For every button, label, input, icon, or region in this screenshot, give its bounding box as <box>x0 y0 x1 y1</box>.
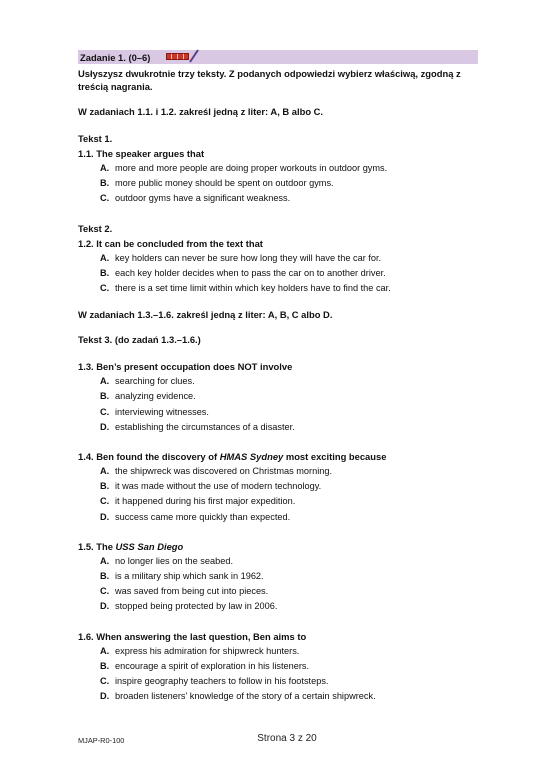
option-text: searching for clues. <box>115 376 195 387</box>
instruction-1: W zadaniach 1.1. i 1.2. zakreśl jedną z liter: A, B albo C. <box>78 106 324 117</box>
answer-option-a[interactable] <box>78 464 478 479</box>
option-letter: B. <box>100 660 110 671</box>
question-1-4 <box>78 451 478 525</box>
option-text: is a military ship which sank in 1962. <box>115 571 264 582</box>
answer-option-b[interactable] <box>78 176 478 191</box>
option-text: key holders can never be sure how long they will have the car for. <box>115 252 382 263</box>
exam-page <box>78 50 478 704</box>
option-letter: D. <box>100 691 110 702</box>
question-1-5 <box>78 541 478 615</box>
option-letter: A. <box>100 555 110 566</box>
option-text: analyzing evidence. <box>115 391 196 402</box>
option-letter: A. <box>100 466 110 477</box>
answer-option-a[interactable] <box>78 251 478 266</box>
option-text: it was made without the use of modern technology. <box>115 481 322 492</box>
option-text: interviewing witnesses. <box>115 406 209 417</box>
question-stem <box>78 451 478 462</box>
question-1-3 <box>78 361 478 435</box>
question-stem <box>78 541 478 552</box>
option-letter: A. <box>100 252 110 263</box>
option-letter: B. <box>100 267 110 278</box>
answer-option-b[interactable] <box>78 266 478 281</box>
task-header <box>78 50 478 64</box>
answer-option-d[interactable] <box>78 420 478 435</box>
text-1-label: Tekst 1. <box>78 133 113 144</box>
option-letter: B. <box>100 391 110 402</box>
option-text: more and more people are doing proper workouts in outdoor gyms. <box>115 163 388 173</box>
option-text: establishing the circumstances of a disaster. <box>115 421 295 432</box>
option-text: the shipwreck was discovered on Christmas morning. <box>115 466 333 477</box>
answer-option-a[interactable] <box>78 554 478 569</box>
ship-name: USS San Diego <box>115 540 184 552</box>
question-1-6 <box>78 631 478 705</box>
option-letter: D. <box>100 511 110 522</box>
answer-option-b[interactable] <box>78 659 478 674</box>
option-text: inspire geography teachers to follow in his footsteps. <box>115 676 329 687</box>
option-text: success came more quickly than expected. <box>115 511 291 522</box>
option-letter: B. <box>100 178 110 189</box>
task-title: Zadanie 1. (0–6) <box>80 51 151 63</box>
stem-text: 1.4. Ben found the discovery of <box>78 451 220 463</box>
stem-text: most exciting because <box>283 451 387 463</box>
listening-audio-icon <box>166 52 198 62</box>
question-1-2 <box>78 238 478 297</box>
question-stem: 1.6. When answering the last question, Ben aims to <box>78 630 307 642</box>
answer-option-c[interactable] <box>78 494 478 509</box>
option-text: was saved from being cut into pieces. <box>115 586 269 597</box>
exam-code: MJAP-R0-100 <box>78 736 125 745</box>
option-letter: C. <box>100 676 110 687</box>
question-1-1 <box>78 148 478 207</box>
option-letter: C. <box>100 586 110 597</box>
option-text: broaden listeners’ knowledge of the story of a certain shipwreck. <box>115 691 376 702</box>
text-3-label: Tekst 3. (do zadań 1.3.–1.6.) <box>78 334 201 346</box>
option-text: no longer lies on the seabed. <box>115 555 233 566</box>
answer-option-a[interactable] <box>78 161 478 176</box>
question-stem: 1.3. Ben’s present occupation does NOT involve <box>78 361 293 373</box>
answer-option-c[interactable] <box>78 674 478 689</box>
answer-option-b[interactable] <box>78 389 478 404</box>
option-text: encourage a spirit of exploration in his listeners. <box>115 660 310 671</box>
answer-option-a[interactable] <box>78 374 478 389</box>
option-letter: A. <box>100 376 110 387</box>
answer-option-c[interactable] <box>78 191 478 206</box>
option-text: there is a set time limit within which key holders have to find the car. <box>115 283 391 294</box>
option-letter: D. <box>100 421 110 432</box>
option-letter: C. <box>100 283 110 294</box>
stem-text: 1.5. The <box>78 540 116 552</box>
option-letter: A. <box>100 163 110 173</box>
ship-name: HMAS Sydney <box>219 451 284 463</box>
answer-option-d[interactable] <box>78 689 478 704</box>
task-intro: Usłyszysz dwukrotnie trzy teksty. Z podanych odpowiedzi wybierz właściwą, zgodną z treścią nagrania. <box>78 68 461 92</box>
option-text: more public money should be spent on outdoor gyms. <box>115 178 334 189</box>
text-2-label: Tekst 2. <box>78 222 113 234</box>
answer-option-b[interactable] <box>78 479 478 494</box>
answer-option-c[interactable] <box>78 281 478 296</box>
option-text: stopped being protected by law in 2006. <box>115 601 278 612</box>
question-stem: 1.1. The speaker argues that <box>78 148 205 159</box>
question-stem: 1.2. It can be concluded from the text that <box>78 237 263 249</box>
answer-option-b[interactable] <box>78 569 478 584</box>
option-text: each key holder decides when to pass the car on to another driver. <box>115 267 386 278</box>
option-letter: D. <box>100 601 110 612</box>
option-text: express his admiration for shipwreck hunters. <box>115 645 300 656</box>
option-letter: C. <box>100 406 110 417</box>
option-text: outdoor gyms have a significant weakness. <box>115 193 291 204</box>
instruction-2: W zadaniach 1.3.–1.6. zakreśl jedną z liter: A, B, C albo D. <box>78 309 333 321</box>
answer-option-a[interactable] <box>78 644 478 659</box>
option-letter: C. <box>100 193 110 204</box>
option-text: it happened during his first major expedition. <box>115 496 296 507</box>
answer-option-c[interactable] <box>78 405 478 420</box>
option-letter: C. <box>100 496 110 507</box>
option-letter: B. <box>100 481 110 492</box>
answer-option-d[interactable] <box>78 599 478 614</box>
option-letter: B. <box>100 571 110 582</box>
option-letter: A. <box>100 645 110 656</box>
answer-option-d[interactable] <box>78 510 478 525</box>
page-number: Strona 3 z 20 <box>257 733 317 744</box>
answer-option-c[interactable] <box>78 584 478 599</box>
